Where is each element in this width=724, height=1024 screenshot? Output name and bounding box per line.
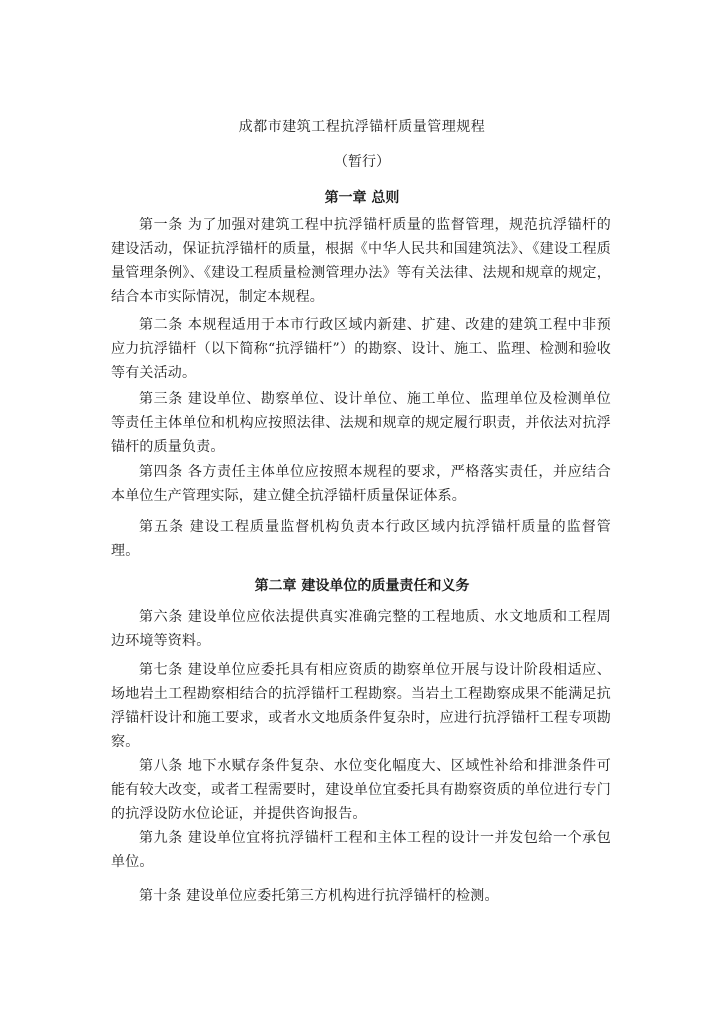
article-6: 第六条 建设单位应依法提供真实准确完整的工程地质、水文地质和工程周边环境等资料。 (111, 609, 611, 649)
document-subtitle: （暂行） (334, 154, 390, 170)
article-8: 第八条 地下水赋存条件复杂、水位变化幅度大、区域性补给和排泄条件可能有较大改变，或者工程需要时，建设单位宜委托具有勘察资质的单位进行专门的抗浮设防水位论证，并提供咨询报告。 (111, 758, 611, 822)
document-title: 成都市建筑工程抗浮锚杆质量管理规程 (238, 119, 486, 135)
article-3: 第三条 建设单位、勘察单位、设计单位、施工单位、监理单位及检测单位等责任主体单位和机构应按照法律、法规和规章的规定履行职责，并依法对抗浮锚杆的质量负责。 (111, 391, 611, 455)
chapter-2-heading: 第二章 建设单位的质量责任和义务 (254, 578, 470, 594)
article-4: 第四条 各方责任主体单位应按照本规程的要求，严格落实责任，并应结合本单位生产管理实际，建立健全抗浮锚杆质量保证体系。 (111, 464, 611, 504)
chapter-1-heading: 第一章 总则 (324, 190, 400, 206)
article-1: 第一条 为了加强对建筑工程中抗浮锚杆质量的监督管理，规范抗浮锚杆的建设活动，保证抗浮锚杆的质量，根据《中华人民共和国建筑法》、《建设工程质量管理条例》、《建设工程质量检测管理办法》等有关法律、法规和规章的规定，结合本市实际情况，制定本规程。 (111, 217, 611, 305)
article-9: 第九条 建设单位宜将抗浮锚杆工程和主体工程的设计一并发包给一个承包单位。 (111, 830, 611, 870)
article-10: 第十条 建设单位应委托第三方机构进行抗浮锚杆的检测。 (139, 888, 499, 904)
article-5: 第五条 建设工程质量监督机构负责本行政区域内抗浮锚杆质量的监督管理。 (111, 519, 611, 559)
article-7: 第七条 建设单位应委托具有相应资质的勘察单位开展与设计阶段相适应、场地岩土工程勘察相结合的抗浮锚杆工程勘察。当岩土工程勘察成果不能满足抗浮锚杆设计和施工要求，或者水文地质条件复杂时，应进行抗浮锚杆工程专项勘察。 (111, 662, 611, 750)
article-2: 第二条 本规程适用于本市行政区域内新建、扩建、改建的建筑工程中非预应力抗浮锚杆（以下简称“抗浮锚杆”）的勘察、设计、施工、监理、检测和验收等有关活动。 (111, 317, 611, 381)
